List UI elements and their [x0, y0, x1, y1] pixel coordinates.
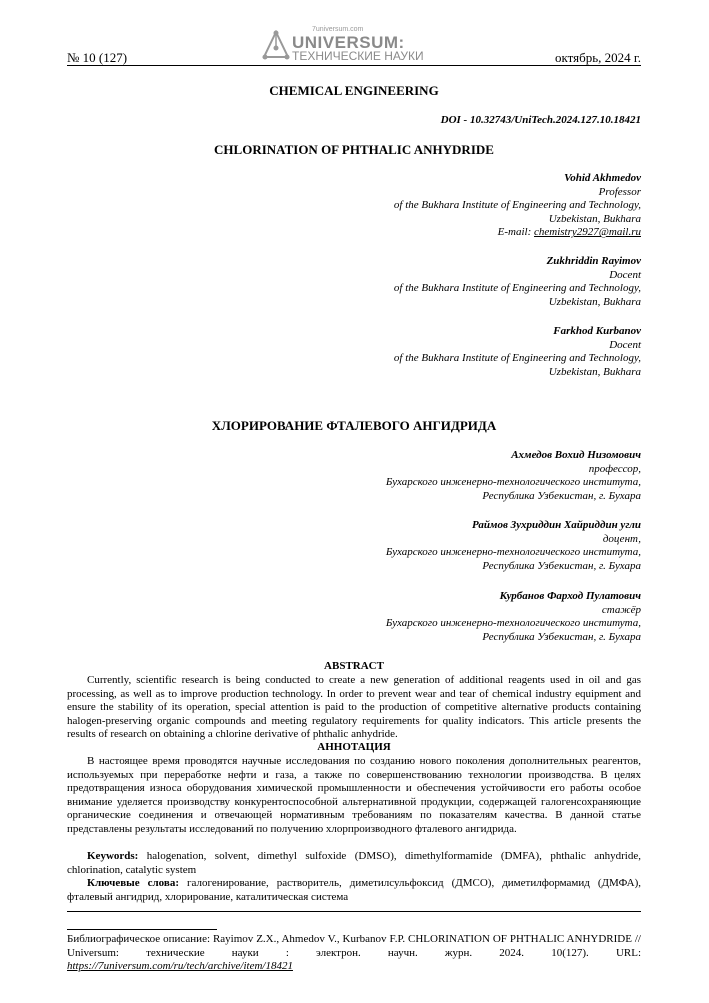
keywords-label: Ключевые слова:: [87, 877, 179, 889]
author-location: Uzbekistan, Bukhara: [548, 295, 641, 308]
issue-number: № 10 (127): [67, 50, 128, 65]
author-name: Курбанов Фарход Пулатович: [499, 590, 641, 602]
author-affiliation: Бухарского инженерно-технологического института,: [385, 476, 641, 489]
keywords-list: галогенирование, растворитель, диметилсульфоксид (ДМСО), диметилформамид (ДМФА), фталевый ангидрид, хлорирование, каталитическая система: [67, 877, 642, 903]
author-location: Республика Узбекистан, г. Бухара: [482, 559, 641, 572]
author-affiliation: Бухарского инженерно-технологического института,: [385, 546, 641, 559]
author-block-ru-2: [386, 519, 641, 573]
author-block-en-3: [394, 325, 641, 379]
footnote-text: Библиографическое описание: Rayimov Z.X., Ahmedov V., Kurbanov F.P. CHLORINATION OF PHTHALIC ANHYDRIDE // Universum: технические науки : электрон. научн. журн. 2024. 10(127). URL:: [67, 933, 641, 959]
footnote-separator: [67, 929, 217, 930]
author-name: Zukhriddin Rayimov: [546, 255, 641, 267]
author-name: Раймов Зухриддин Хайриддин угли: [472, 519, 641, 531]
author-affiliation: of the Bukhara Institute of Engineering and Technology,: [393, 282, 641, 295]
author-position: Docent: [609, 338, 641, 351]
annotation-text: В настоящее время проводятся научные исследования по созданию нового поколения дополнительных реагентов, используемых при переработке нефти и газа, а также по совершенствованию технологии производства. В целях предотвращения износа оборудования химической промышленности и обеспечения устойчивости его работы особое внимание уделяется производству конкурентоспособной альтернативной продукции, содержащей галогенсохраняющие органические соединения и отвечающей нормативным требованиям по показателям качества. В данной статье представлены результаты исследований по получению хлорпроизводного фталевого ангидрида.: [67, 755, 641, 835]
author-block-en-2: [394, 255, 641, 309]
atom-logo-icon: [262, 30, 290, 60]
keywords-en: [67, 850, 641, 877]
abstract-text: Currently, scientific research is being conducted to create a new generation of additional reagents used in oil and gas processing, as well as to improve production technology. In order to prevent wear and tear of chemical industry equipment and ensure the stability of its operation, special attention is paid to the production of competitive alternative products containing halogen-preserving organic compounds and meeting regulatory requirements for quality indicators. This article presents the results of research on obtaining a chlorine derivative of phthalic anhydride.: [67, 674, 641, 741]
author-name: Ахмедов Вохид Низомович: [511, 449, 641, 461]
keywords-list: halogenation, solvent, dimethyl sulfoxide (DMSO), dimethylformamide (DMFA), phthalic anhydride, chlorination, catalytic system: [67, 850, 641, 876]
header-rule: [67, 65, 641, 66]
author-email-line: [394, 226, 641, 240]
author-affiliation: of the Bukhara Institute of Engineering and Technology,: [393, 352, 641, 365]
email-link[interactable]: chemistry2927@mail.ru: [534, 226, 641, 239]
section-title: CHEMICAL ENGINEERING: [269, 83, 439, 98]
author-position: Docent: [609, 268, 641, 281]
author-name: Vohid Akhmedov: [564, 172, 641, 184]
footnote-url-link[interactable]: https://7universum.com/ru/tech/archive/item/18421: [67, 960, 293, 973]
author-block-ru-1: [386, 449, 641, 503]
author-position: Professor: [598, 185, 641, 198]
author-position: стажёр: [601, 603, 641, 616]
annotation-heading: АННОТАЦИЯ: [317, 741, 391, 753]
abstract-heading: ABSTRACT: [324, 660, 384, 672]
doi: DOI - 10.32743/UniTech.2024.127.10.18421: [440, 114, 641, 126]
logo-title: UNIVERSUM:: [292, 33, 405, 52]
issue-date: октябрь, 2024 г.: [554, 50, 641, 65]
author-affiliation: Бухарского инженерно-технологического института,: [385, 617, 641, 630]
logo-url-text: 7universum.com: [312, 26, 364, 33]
author-location: Uzbekistan, Bukhara: [548, 365, 641, 378]
keywords-ru: [67, 877, 641, 904]
journal-header: [67, 28, 641, 68]
article-title-en: CHLORINATION OF PHTHALIC ANHYDRIDE: [214, 142, 494, 157]
article-title-ru: ХЛОРИРОВАНИЕ ФТАЛЕВОГО АНГИДРИДА: [211, 418, 497, 433]
journal-logo: [262, 26, 462, 64]
keywords-label: Keywords:: [87, 850, 139, 862]
author-location: Uzbekistan, Bukhara: [548, 212, 641, 225]
footnote-rule: [67, 911, 641, 912]
author-location: Республика Узбекистан, г. Бухара: [482, 489, 641, 502]
article-page: [67, 0, 641, 1003]
email-label: E-mail:: [497, 226, 535, 239]
author-position: доцент,: [602, 532, 641, 545]
author-block-ru-3: [386, 590, 641, 644]
logo-subtitle: ТЕХНИЧЕСКИЕ НАУКИ: [292, 49, 424, 63]
bibliographic-footnote: [67, 933, 641, 974]
author-affiliation: of the Bukhara Institute of Engineering and Technology,: [393, 199, 641, 212]
author-name: Farkhod Kurbanov: [553, 325, 641, 337]
author-position: профессор,: [588, 462, 641, 475]
author-block-en-1: [394, 172, 641, 240]
author-location: Республика Узбекистан, г. Бухара: [482, 630, 641, 643]
